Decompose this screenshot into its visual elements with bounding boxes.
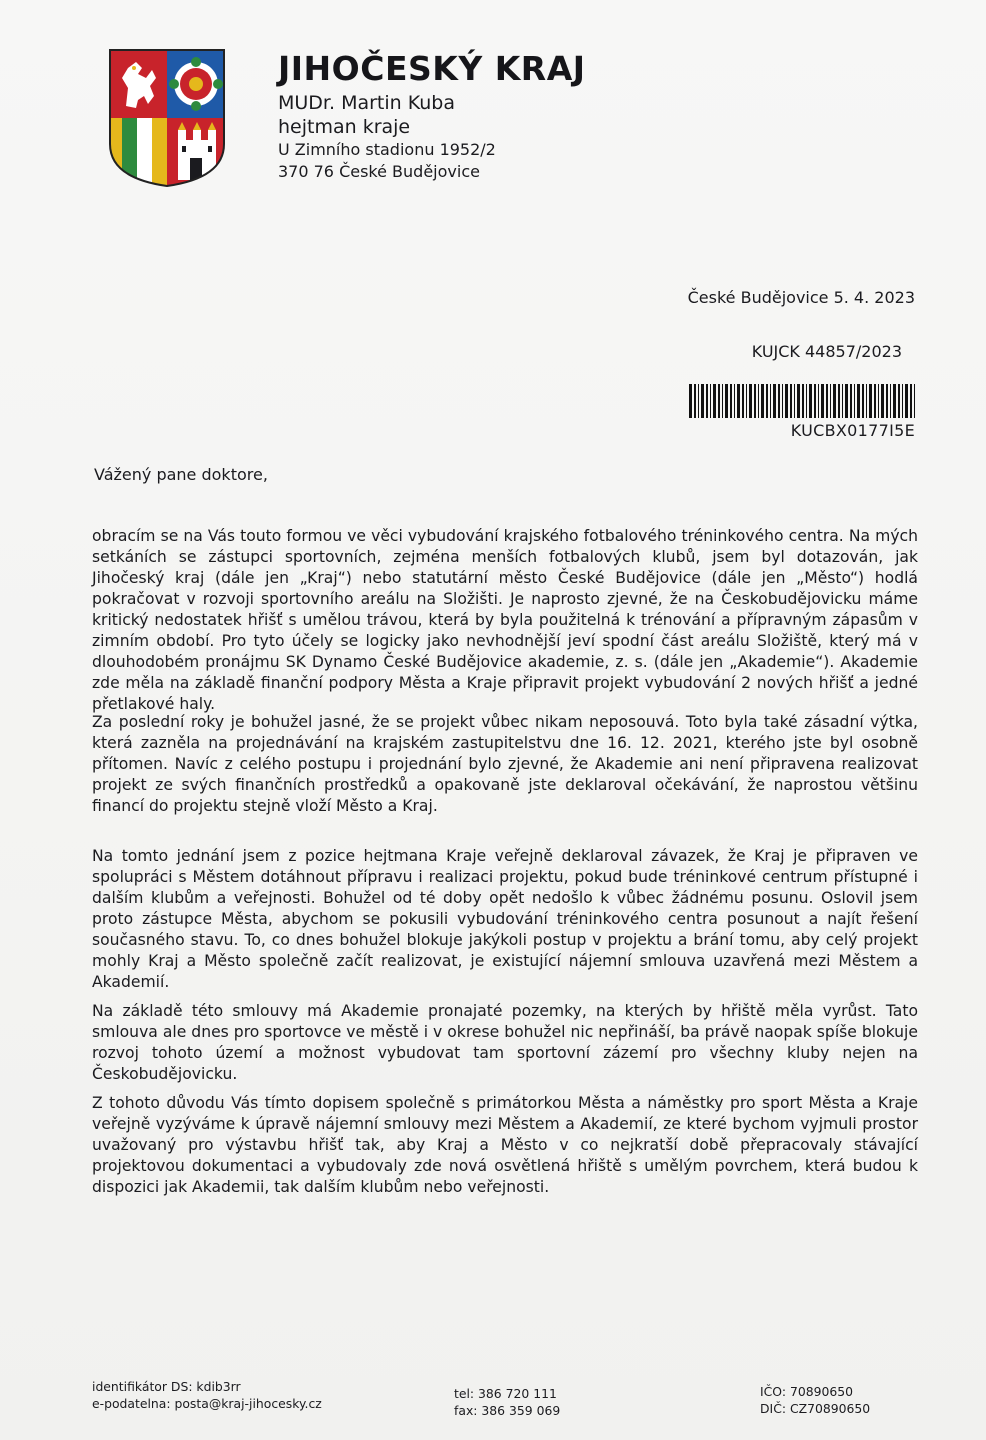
barcode-icon	[689, 384, 916, 418]
sender-address: U Zimního stadionu 1952/2	[278, 140, 496, 159]
paragraph-3: Na tomto jednání jsem z pozice hejtmana Kraje veřejně deklaroval závazek, že Kraj je připraven ve spolupráci s Městem dotáhnout přípravu i realizaci projektu, pokud bude tréninkové centrum přístupné i dalším klubům a veřejnosti. Bohužel od té doby opět nedošlo k vůbec žádnému posunu. Oslovil jsem proto zástupce Města, abychom se pokusili vybudování tréninkového centra posunout a najít řešení současného stavu. To, co dnes bohužel blokuje jakýkoli postup v projektu a brání tomu, aby celý projekt mohly Kraj a Město společně začít realizovat, je existující nájemní smlouva uzavřená mezi Městem a Akademií.	[92, 847, 918, 991]
reference-number: KUJCK 44857/2023	[751, 342, 902, 361]
fax-number: fax: 386 359 069	[454, 1403, 561, 1418]
footer-contact	[92, 1378, 322, 1412]
letter-date: České Budějovice 5. 4. 2023	[687, 288, 915, 307]
ds-identifier: identifikátor DS: kdib3rr	[92, 1379, 241, 1394]
ico-number: IČO: 70890650	[760, 1384, 854, 1399]
paragraph-5: Z tohoto důvodu Vás tímto dopisem společně s primátorkou Města a náměstky pro sport Města a Kraje veřejně vyzýváme k úpravě nájemní smlouvy mezi Městem a Akademií, ze které bychom vyjmuli prostor uvažovaný pro výstavbu hřišť tak, aby Kraj a Město v co nejkratší době přepracovaly stávající projektovou dokumentaci a vybudovaly zde nová osvětlená hřiště s umělým povrchem, která budou k dispozici jak Akademii, tak dalším klubům nebo veřejnosti.	[92, 1094, 918, 1196]
footer-phone	[454, 1385, 560, 1419]
sender-role: hejtman kraje	[278, 116, 411, 138]
paragraph-2: Za poslední roky je bohužel jasné, že se projekt vůbec nikam neposouvá. Toto byla také zásadní výtka, která zazněla na projednávání na krajském zastupitelstvu dne 16. 12. 2021, kterého jste byl osobně přítomen. Navíc z celého postupu i projednání bylo zjevné, že Akademie ani není připravena realizovat projekt ze svých finančních prostředků a opakovaně jste deklaroval očekávání, že naprostou většinu financí do projektu stejně vloží Město a Kraj.	[92, 713, 918, 815]
sender-city: 370 76 České Budějovice	[278, 162, 480, 181]
paragraph-1: obracím se na Vás touto formou ve věci vybudování krajského fotbalového tréninkového centra. Na mých setkáních se zástupci sportovních, zejména menších fotbalových klubů, jsem byl dotazován, jak Jihočeský kraj (dále jen „Kraj“) nebo statutární město České Budějovice (dále jen „Město“) hodlá pokračovat v rozvoji sportovního areálu na Složišti. Je naprosto zjevné, že na Českobudějovicku máme kritický nedostatek hřišť s umělou trávou, která by byla použitelná k trénování a přípravným zápasům v zimním období. Pro tyto účely se logicky jako nevhodnější jeví spodní část areálu Složiště, který má v dlouhodobém pronájmu SK Dynamo České Budějovice akademie, z. s. (dále jen „Akademie“). Akademie zde měla na základě finanční podpory Města a Kraje připravit projekt vybudování 2 nových hřišť a jedné přetlakové haly.	[92, 527, 918, 713]
barcode-text: KUCBX0177I5E	[790, 421, 915, 440]
sender-name: MUDr. Martin Kuba	[278, 92, 455, 114]
coat-of-arms-icon	[108, 48, 226, 188]
dic-number: DIČ: CZ70890650	[760, 1401, 871, 1416]
paragraph-4: Na základě této smlouvy má Akademie pronajaté pozemky, na kterých by hřiště měla vyrůst. Tato smlouva ale dnes pro sportovce ve městě i v okrese bohužel nic nepřináší, ba právě naopak spíše blokuje rozvoj tohoto území a možnost vybudovat tam sportovní zázemí pro všechny kluby nejen na Českobudějovicku.	[92, 1002, 918, 1083]
footer-ids	[760, 1383, 870, 1417]
letterhead	[278, 50, 586, 183]
phone-number: tel: 386 720 111	[454, 1386, 557, 1401]
e-filing-address: e-podatelna: posta@kraj-jihocesky.cz	[92, 1396, 322, 1411]
salutation: Vážený pane doktore,	[94, 465, 268, 484]
region-title: JIHOČESKÝ KRAJ	[278, 49, 586, 88]
